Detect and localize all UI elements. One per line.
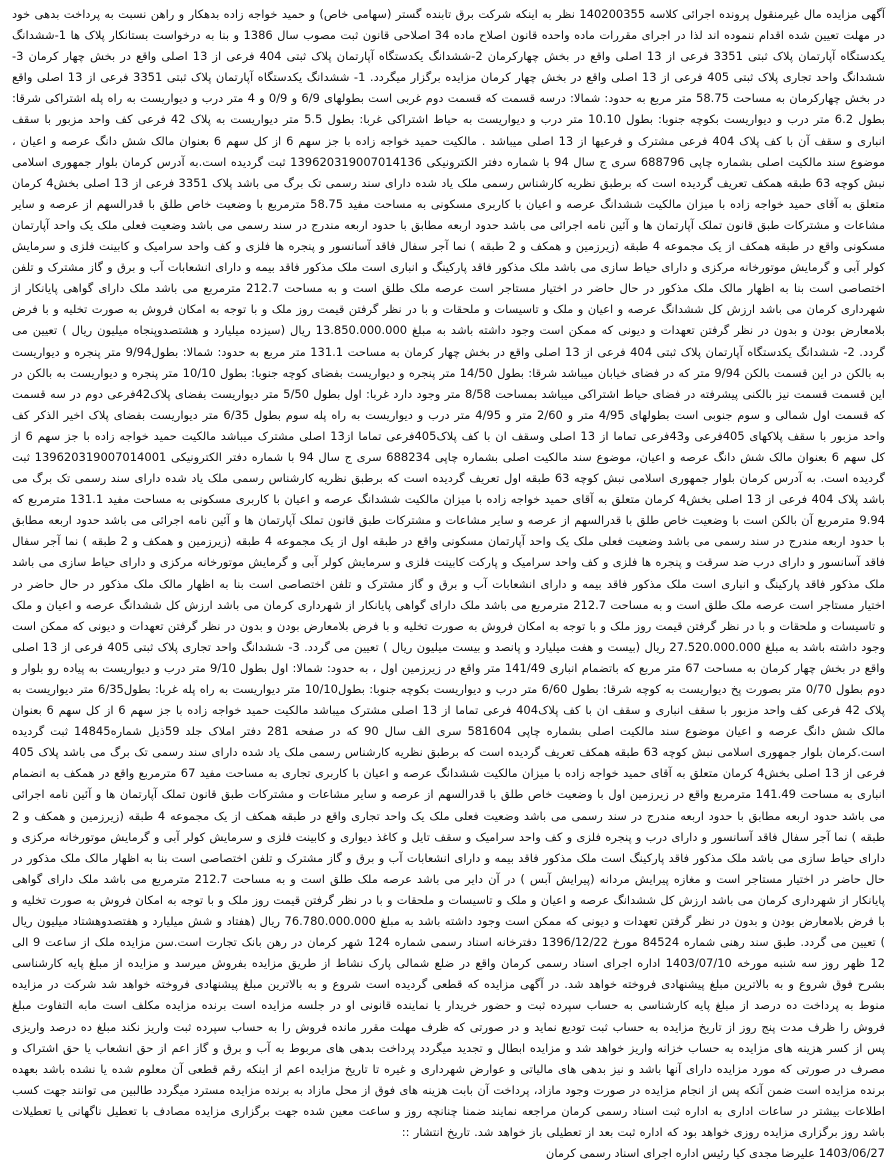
auction-notice-body: آگهی مزایده مال غیرمنقول پرونده اجرائی کلاسه 140200355 نظر به اینکه شرکت برق تابنده گستر (سهامی خاص) و حمید خواجه زاده بدهکار و راهن نسبت به پرداخت بدهی خود در مهلت تعیین شده اقدام ننموده اند لذا در اجرای مقررات ماده واحده قانون اصلاح ماده 34 اصلاحی قانون ثبت مصوب سال 1386 و بنا به درخواست بستانکار پلاک ها 1-ششدانگ یکدستگاه آپارتمان پلاک ثبتی 3351 فرعی از 13 اصلی واقع در بخش چهارکرمان 2-ششدانگ یکدستگاه آپارتمان پلاک ثبتی 404 فرعی از 13 اصلی واقع در بخش چهار کرمان 3-ششدانگ واحد تجاری پلاک ثبتی 405 فرعی از 13 اصلی واقع در بخش چهار کرمان مزایده برگزار میگردد. 1- ششدانگ یکدستگاه آپارتمان پلاک ثبتی 3351 فرعی از 13 اصلی واقع در بخش چهارکرمان به مساحت 58.75 متر مربع به حدود: شمالا: درسه قسمت که قسمت دوم غربی است بطولهای 6/9 و 0/9 و 4 متر درب و دیواریست به راه پله اشتراکی شرقا: بطول 6.2 متر درب و دیواریست بکوچه جنوبا: بطول 10.10 متر درب و دیواریست به حیاط اشتراکی غربا: بطول 5.5 متر دیواریست به پلاک 42 فرعی کف واحد مزبور با سقف انباری و سقف آن با کف پلاک 404 فرعی مشترک و فرعیها از 13 اصلی میباشد . مالکیت حمید خواجه زاده با جز سهم 6 از کل سهم 6 بعنوان مالک شش دانگ عرصه و اعیان ، موضوع سند مالکیت اصلی بشماره چاپی 688796 سری ج سال 94 با شماره دفتر الکترونیکی 139620319007014136 ثبت گردیده است.به آدرس کرمان بلوار جمهوری اسلامی نبش کوچه 63 طبقه همکف تعریف گردیده است که برطبق نظریه کارشناس رسمی ملک یاد شده دارای سند رسمی تک برگ می باشد پلاک 3351 فرعی از 13 اصلی بخش4 کرمان متعلق به آقای حمید خواجه زاده با میزان مالکیت ششدانگ عرصه و اعیان با کاربری مسکونی به مساحت مفید 58.75 مترمربع با وضعیت خاص طلق با قدرالسهم از عرصه و سایر مشاعات و مشترکات طبق قانون تملک آپارتمان ها و آئین نامه اجرائی می باشد حدود اربعه مطابق با حدود اربعه مندرج در سند رسمی می باشد وضعیت فعلی ملک یک واحد آپارتمان مسکونی واقع در طبقه همکف از یک مجموعه 4 طبقه (زیرزمین و همکف و 2 طبقه ) نما آجر سفال فاقد آسانسور و پنجره ها فلزی و کف واحد سرامیک و کابینت فلزی و سرمایش کولر آبی و گرمایش موتورخانه مرکزی و دارای حیاط سازی می باشد ملک مذکور فاقد پارکینگ و انباری است ملک مذکور فاقد بیمه و دارای انشعابات آب و برق و گاز مشترک و تلفن اختصاصی است بنا به اظهار مالک ملک مذکور در حال حاضر در اختیار مستاجر است عرصه ملک طلق است و به مساحت 212.7 مترمربع می باشد ملک دارای گواهی پایانکار از شهرداری کرمان می باشد ارزش کل ششدانگ عرصه و اعیان و ملک و تاسیسات و ملحقات و با در نظر گرفتن قیمت روز ملک و با توجه به امکان فروش به صورت تخلیه و با فرض بلامعارض بودن و بدون در نظر گرفتن تعهدات و دیونی که ممکن است وجود داشته باشد به مبلغ 13.850.000.000 ریال (سیزده میلیارد و هشتصدوپنجاه میلیون ریال ) تعیین می گردد. 2- ششدانگ یکدستگاه آپارتمان پلاک ثبتی 404 فرعی از 13 اصلی واقع در بخش چهار کرمان به مساحت 131.1 متر مربع به حدود: شمالا: بطول9/94 متر پنجره و دیواریست به بالکن در این قسمت بالکن 9/94 متر که در فضای خیابان میباشد شرقا: بطول 14/50 متر پنجره و دیواریست بفضای کوچه جنوبا: بطول 10/10 متر پنجره و دیواریست به بالکن در این قسمت قسمت نیز بالکنی پیشرفته در فضای حیاط اشتراکی میباشد بمساحت 8/58 متر وجود دارد غربا: اول بطول 5/50 متر دیواریست بفضای پلاک42فرعی دوم در سه قسمت که قسمت اول شمالی و سوم جنوبی است بطولهای 4/95 متر و 2/60 متر و 4/95 متر درب و دیواریست به راه پله سوم بطول 6/35 متر دیواریست بفضای پلاک اخیر الذکر کف واحد مزبور با سقف پلاکهای 405فرعی و43فرعی تماما از 13 اصلی وسقف ان با کف پلاک405فرعی تماما از13 اصلی مشترک میباشد مالکیت حمید خواجه زاده با جز سهم 6 از کل سهم 6 بعنوان مالک شش دانگ عرصه و اعیان، موضوع سند مالکیت اصلی بشماره چاپی 688234 سری ج سال 94 با شماره دفتر الکترونیکی 139620319007014001 ثبت گردیده است. به آدرس کرمان بلوار جمهوری اسلامی نبش کوچه 63 طبقه اول تعریف گردیده است که برطبق نظریه کارشناس رسمی ملک یاد شده دارای سند رسمی تک برگ می باشد پلاک 404 فرعی از 13 اصلی بخش4 کرمان متعلق به آقای حمید خواجه زاده با میزان مالکیت ششدانگ عرصه و اعیان با کاربری مسکونی به مساحت مفید 131.1 مترمربع که 9.94 مترمربع آن بالکن است با وضعیت خاص طلق با قدرالسهم از عرصه و سایر مشاعات و مشترکات طبق قانون تملک آپارتمان ها و آئین نامه اجرائی می باشد حدود اربعه مطابق با حدود اربعه مندرج در سند رسمی می باشد وضعیت فعلی ملک یک واحد آپارتمان مسکونی واقع در طبقه اول از یک مجموعه 4 طبقه (زیرزمین و همکف و 2 طبقه ) نما آجر سفال فاقد آسانسور و دارای درب ضد سرقت و پنجره ها فلزی و کف واحد سرامیک و پارکت کابینت فلزی و سرمایش کولر آبی و گرمایش موتورخانه مرکزی و دارای حیاط سازی می باشد ملک مذکور فاقد پارکینگ و انباری است ملک مذکور فاقد بیمه و دارای انشعابات آب و برق و گاز مشترک و تلفن اختصاصی است بنا به اظهار مالک ملک مذکور در حال حاضر در اختیار مستاجر است عرصه ملک طلق است و به مساحت 212.7 مترمربع می باشد ملک دارای گواهی پایانکار از شهرداری کرمان می باشد ارزش کل ششدانگ عرصه و اعیان و ملک و تاسیسات و ملحقات و با در نظر گرفتن قیمت روز ملک و با توجه به امکان فروش به صورت تخلیه و با فرض بلامعارض بودن و بدون در نظر گرفتن تعهدات و دیونی که ممکن است وجود داشته باشد به مبلغ 27.520.000.000 ریال (بیست و هفت میلیارد و پانصد و بیست میلیون ریال ) تعیین می گردد. 3- ششدانگ واحد تجاری پلاک ثبتی 405 فرعی از 13 اصلی واقع در بخش چهار کرمان به مساحت 67 متر مربع که باتضمام انباری 141/49 متر واقع در زیرزمین اول ، به حدود: شمالا: اول بطول 9/10 متر درب و دیواریست به پیاده رو بلوار و دوم بطول 0/70 متر بصورت پخ دیواریست به کوچه شرقا: بطول 6/60 متر درب و دیواریست بکوچه جنوبا: بطول10/10 متر دیواریست به راه پله غربا: بطول6/35 متر دیواریست به پلاک 42 فرعی کف واحد مزبور با سقف انباری و سقف ان با کف پلاک404 فرعی تماما از 13 اصلی مشترک میباشد مالکیت حمید خواجه زاده با جز سهم 6 از کل سهم 6 بعنوان مالک شش دانگ عرصه و اعیان موضوع سند مالکیت اصلی بشماره چاپی 581604 سری الف سال 90 که در صفحه 281 دفتر املاک جلد 59ذیل شماره14845 ثبت گردیده است.کرمان بلوار جمهوری اسلامی نبش کوچه 63 طبقه همکف تعریف گردیده است که برطبق نظریه کارشناس رسمی ملک یاد شده دارای سند رسمی تک برگ می باشد پلاک 405 فرعی از 13 اصلی بخش4 کرمان متعلق به آقای حمید خواجه زاده با میزان مالکیت ششدانگ عرصه و اعیان با کاربری تجاری به مساحت مفید 67 مترمربع واقع در همکف به انضمام انباری به مساحت 141.49 مترمربع واقع در زیرزمین اول با وضعیت خاص طلق با قدرالسهم از عرصه و سایر مشاعات و مشترکات طبق قانون تملک آپارتمان ها و آئین نامه اجرائی می باشد حدود اربعه مطابق با حدود اربعه مندرج در سند رسمی می باشد وضعیت فعلی ملک یک واحد تجاری واقع در طبقه همکف از یک مجموعه 4 طبقه (زیرزمین و همکف و 2 طبقه ) نما آجر سفال فاقد آسانسور و دارای درب و پنجره فلزی و کف واحد سرامیک و سقف تایل و کاغذ دیواری و کابینت فلزی و سرمایش کولر آبی و گرمایش موتورخانه مرکزی و دارای حیاط سازی می باشد ملک مذکور فاقد پارکینگ است ملک مذکور فاقد بیمه و دارای انشعابات آب و برق و گاز مشترک و تلفن اختصاصی است بنا به اظهار مالک ملک مذکور در حال حاضر در اختیار مستاجر است و مغازه پیرایش مردانه (پیرایش آبس ) در آن دایر می باشد عرصه ملک طلق است و به مساحت 212.7 مترمربع می باشد ملک دارای گواهی پایانکار از شهرداری کرمان می باشد ارزش کل ششدانگ عرصه و اعیان و ملک و تاسیسات و ملحقات و با در نظر گرفتن قیمت روز ملک و با توجه به امکان فروش به صورت تخلیه و با فرض بلامعارض بودن و بدون در نظر گرفتن تعهدات و دیونی که ممکن است وجود داشته باشد به مبلغ 76.780.000.000 ریال (هفتاد و شش میلیارد و هفتصدوهشتاد میلیون ریال ) تعیین می گردد. طبق سند رهنی شماره 84524 مورخ 1396/12/22 دفترخانه اسناد رسمی شماره 124 شهر کرمان در رهن بانک تجارت است.سن مزایده ملک از ساعت 9 الی 12 ظهر روز سه شنبه مورخه 1403/07/10 اداره اجرای اسناد رسمی کرمان واقع در ضلع شمالی پارک نشاط از طریق مزایده بفروش میرسد و مزایده از مبلغ پایه کارشناسی بشرح فوق شروع و به بالاترین مبلغ پیشنهادی فروخته خواهد شد. در آگهی مزایده که قطعی گردیده است شروع و به بالاترین مبلغ پیشنهادی فروخته خواهد شد شرکت در مزایده منوط به پرداخت ده درصد از مبلغ پایه کارشناسی به حساب سپرده ثبت و حضور خریدار یا نماینده قانونی او در جلسه مزایده است برنده مزایده مکلف است مابه التفاوت مبلغ فروش را ظرف مدت پنج روز از تاریخ مزایده به حساب ثبت تودیع نماید و در صورتی که ظرف مهلت مقرر مانده فروش را به حساب سپرده ثبت واریز نکند مبلغ ده درصد واریزی پس از کسر هزینه های مزایده به حساب خزانه واریز خواهد شد و مزایده ابطال و تجدید میگردد پرداخت بدهی های مربوط به آب و برق و گاز اعم از حق انشعاب یا حق اشتراک و مصرف در صورتی که مورد مزایده دارای آنها باشد و نیز بدهی های مالیاتی و عوارض شهرداری و غیره تا تاریخ مزایده اعم از اینکه رقم قطعی آن معلوم شده یا نشده باشد بعهده برنده مزایده است ضمن آنکه پس از انجام مزایده در صورت وجود مازاد، پرداخت آن بابت هزینه های فوق از محل مازاد به برنده مزایده مسترد میگردد طالبین می توانند جهت کسب اطلاعات بیشتر در ساعات اداری به اداره ثبت اسناد رسمی کرمان مراجعه نمایند ضمنا چنانچه روز و ساعت معین شده جهت برگزاری مزایده مصادف با تعطیل ناگهانی یا تعطیلات باشد روز برگزاری مزایده روزی خواهد بود که اداره ثبت بعد از تعطیلی باز خواهد شد. تاریخ انتشار :: — [12, 7, 886, 1139]
notice-signature: 1403/06/27 علیرضا مجدی کیا رئیس اداره اجرای اسناد رسمی کرمان — [545, 1146, 885, 1161]
